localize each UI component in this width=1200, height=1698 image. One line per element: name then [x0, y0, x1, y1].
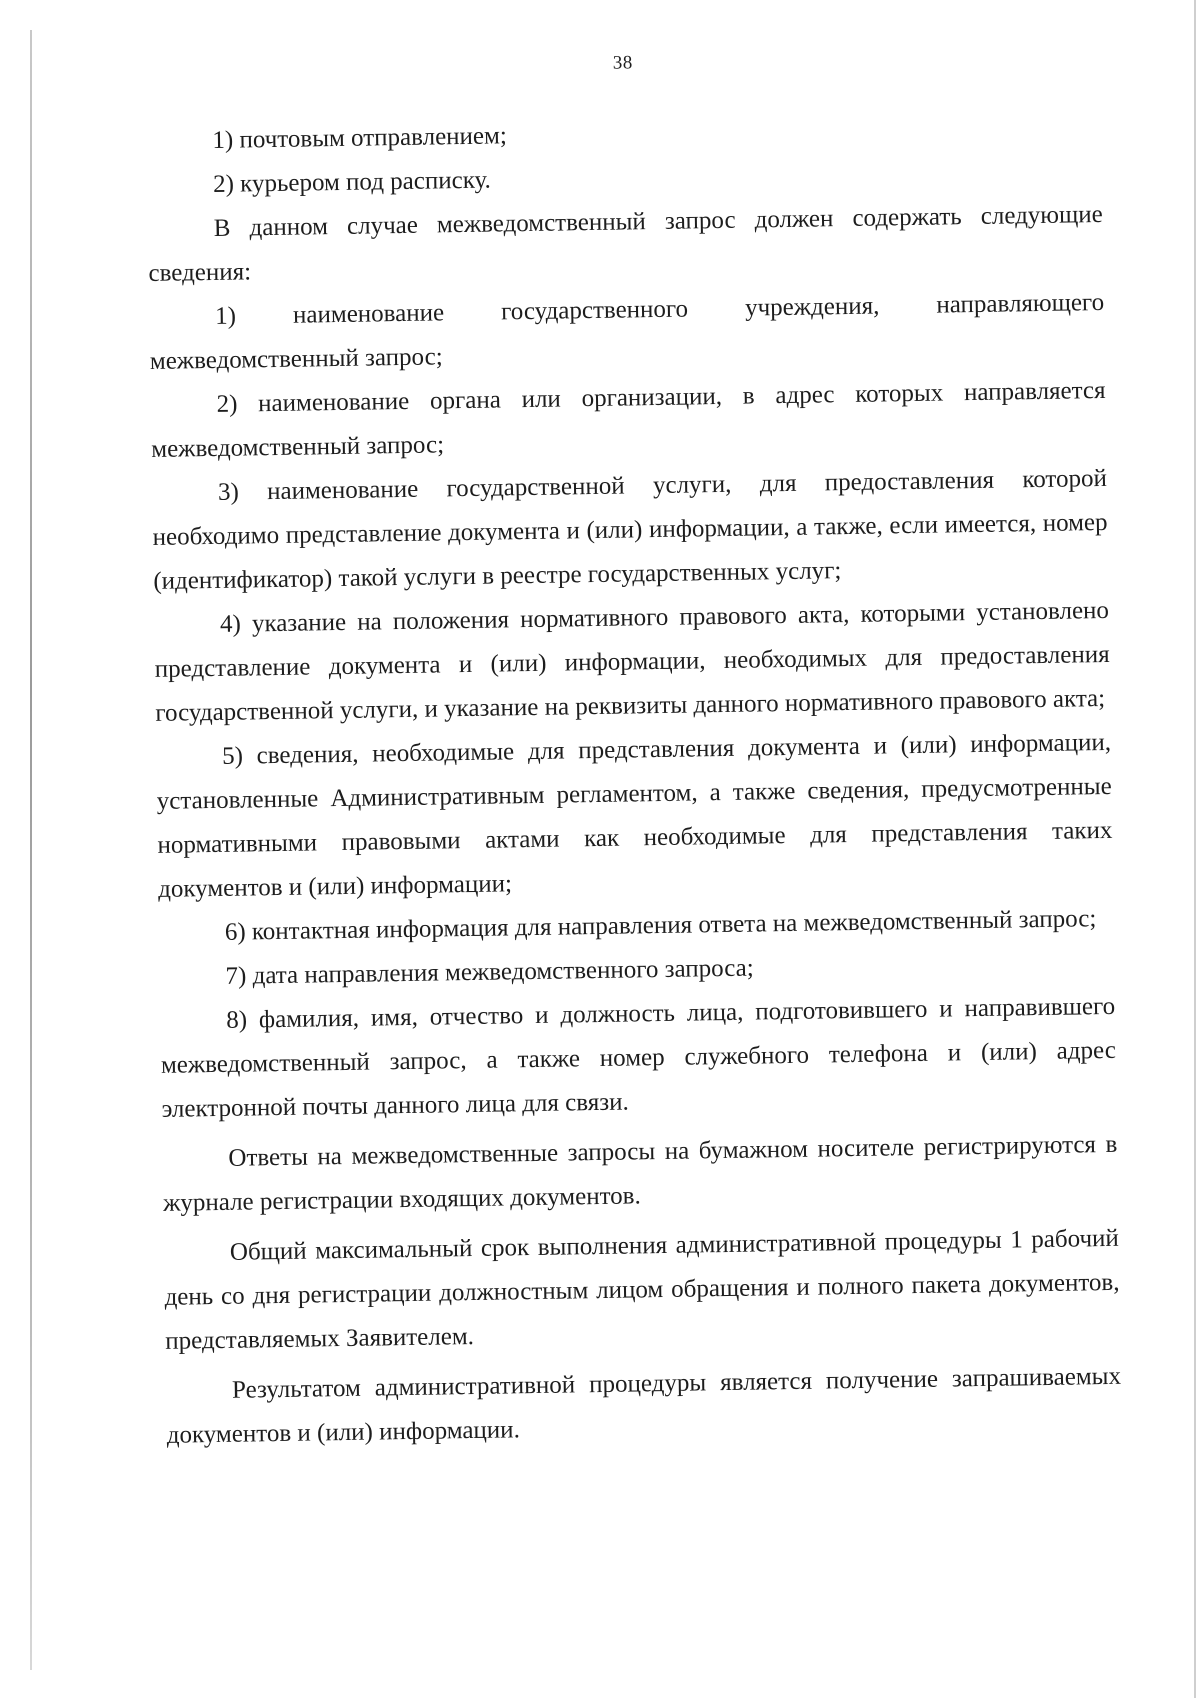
- scan-edge-right: [1194, 0, 1196, 1698]
- paragraph-item-2: 2) наименование органа или организации, в адрес которых направляется межведомственный запрос;: [151, 376, 1106, 463]
- paragraph-delivery-mail: 1) почтовым отправлением;: [212, 122, 507, 154]
- document-body: [146, 105, 1122, 1458]
- paragraph-request-contents-intro: В данном случае межведомственный запрос должен содержать следующие сведения:: [148, 200, 1103, 287]
- paragraph-item-5: 5) сведения, необходимые для представления документа и (или) информации, установленные Административным регламентом, а также сведения, предусмотренные нормативными правовыми актами как необходимые для представления таких документов и (или) информации;: [156, 728, 1113, 903]
- paragraph-result: Результатом административной процедуры является получение запрашиваемых документов и (или) информации.: [166, 1362, 1122, 1449]
- paragraph-item-3: 3) наименование государственной услуги, для предоставления которой необходимо представление документа и (или) информации, а также, если имеется, номер (идентификатор) такой услуги в реестре государственных услуг;: [152, 464, 1108, 595]
- paragraph-max-term: Общий максимальный срок выполнения административной процедуры 1 рабочий день со дня регистрации должностным лицом обращения и полного пакета документов, представляемых Заявителем.: [164, 1224, 1120, 1355]
- document-page: [145, 35, 1122, 1458]
- paragraph-item-6: 6) контактная информация для направления ответа на межведомственный запрос;: [224, 905, 1097, 946]
- paragraph-responses: Ответы на межведомственные запросы на бумажном носителе регистрируются в журнале регистрации входящих документов.: [162, 1130, 1118, 1217]
- paragraph-item-7: 7) дата направления межведомственного запроса;: [225, 954, 754, 990]
- paragraph-item-8: 8) фамилия, имя, отчество и должность лица, подготовившего и направившего межведомственный запрос, а также номер служебного телефона и (или) адрес электронной почты данного лица для связи.: [160, 992, 1117, 1123]
- paragraph-delivery-courier: 2) курьером под расписку.: [212, 166, 491, 198]
- scan-edge-left: [30, 30, 32, 1670]
- paragraph-item-1: 1) наименование государственного учреждения, направляющего межведомственный запрос;: [149, 288, 1105, 375]
- paragraph-item-4: 4) указание на положения нормативного правового акта, которыми установлено представление документа и (или) информации, необходимых для предоставления государственной услуги, и указание на реквизиты данного нормативного правового акта;: [154, 596, 1110, 727]
- page-number: 38: [612, 52, 633, 74]
